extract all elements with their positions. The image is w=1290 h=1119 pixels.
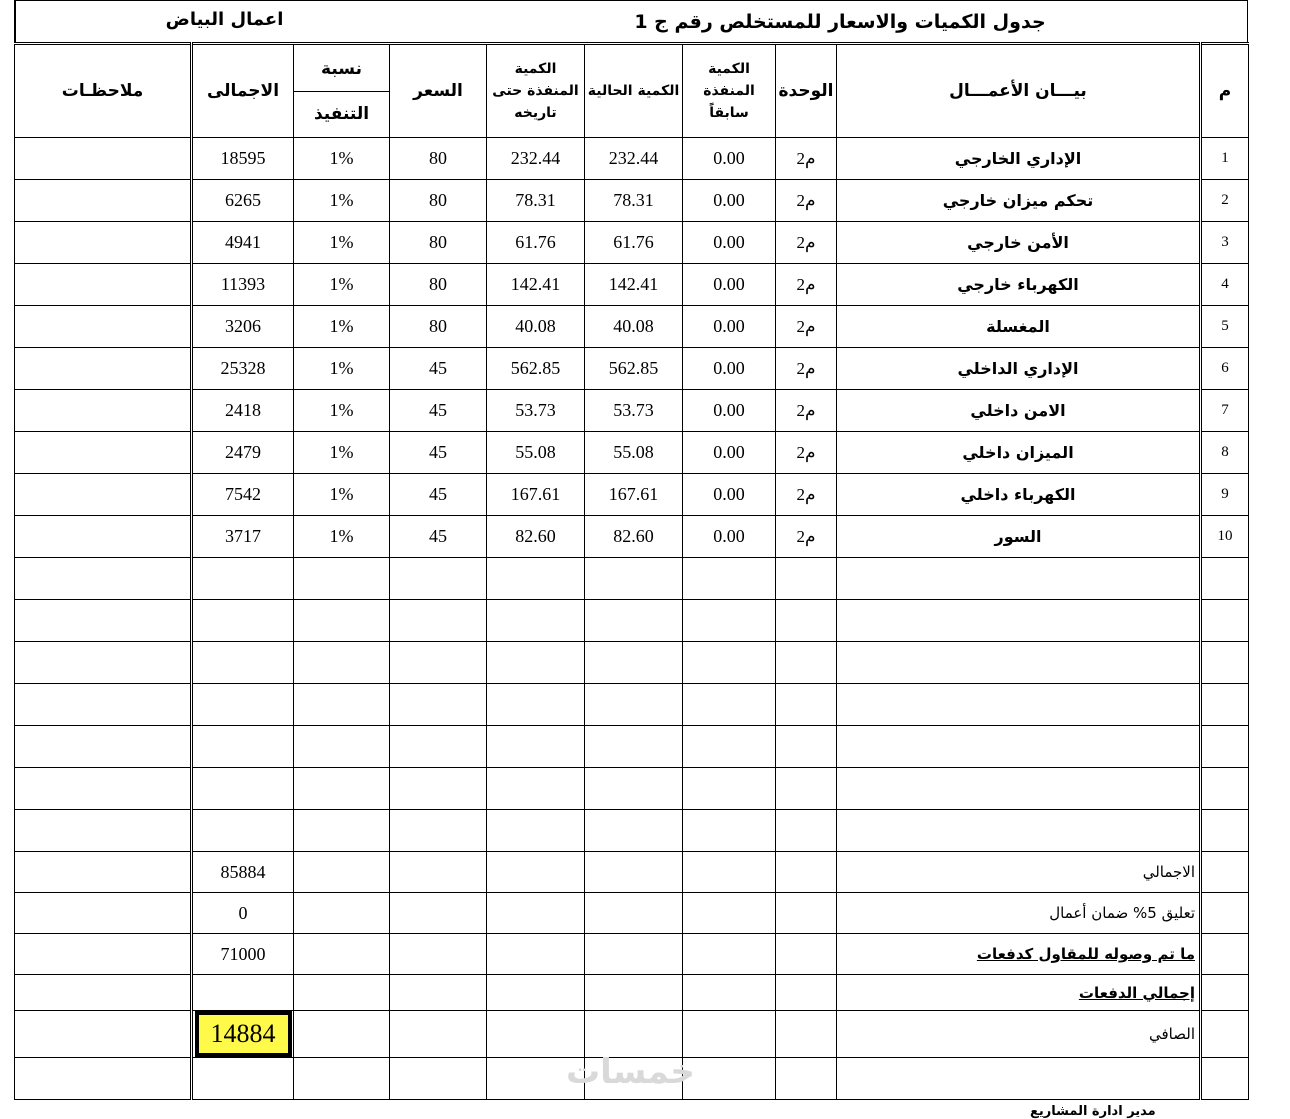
- col-index-header: م: [1201, 44, 1249, 138]
- row-price: 80: [390, 222, 487, 264]
- row-prev-qty: 0.00: [683, 516, 776, 558]
- row-pct: 1%: [294, 138, 390, 180]
- row-current-qty: 167.61: [585, 474, 683, 516]
- data-rows: [15, 138, 1249, 558]
- row-unit: م2: [776, 348, 837, 390]
- row-notes: [15, 516, 192, 558]
- col-unit-header: الوحدة: [776, 44, 837, 138]
- row-total: 3206: [192, 306, 294, 348]
- table-row: [15, 390, 1249, 432]
- table-row: [15, 348, 1249, 390]
- table-row: [15, 432, 1249, 474]
- empty-rows: [15, 558, 1249, 852]
- row-description: الإداري الداخلي: [837, 348, 1201, 390]
- row-todate-qty: 82.60: [487, 516, 585, 558]
- row-unit: م2: [776, 432, 837, 474]
- row-todate-qty: 40.08: [487, 306, 585, 348]
- row-description: الإداري الخارجي: [837, 138, 1201, 180]
- summary-row-retention: [15, 893, 1249, 934]
- row-notes: [15, 348, 192, 390]
- row-todate-qty: 142.41: [487, 264, 585, 306]
- paid-label: ما تم وصوله للمقاول كدفعات: [837, 934, 1201, 975]
- col-pct-header-top: نسبة: [294, 47, 389, 92]
- net-label: الصافي: [837, 1011, 1201, 1058]
- row-total: 7542: [192, 474, 294, 516]
- total-label: الاجمالي: [837, 852, 1201, 893]
- row-unit: م2: [776, 138, 837, 180]
- row-notes: [15, 222, 192, 264]
- col-price-header: السعر: [390, 44, 487, 138]
- total-value: 85884: [192, 852, 294, 893]
- row-prev-qty: 0.00: [683, 138, 776, 180]
- boq-sheet: [14, 0, 1248, 1114]
- retention-label: تعليق 5% ضمان أعمال: [837, 893, 1201, 934]
- row-prev-qty: 0.00: [683, 474, 776, 516]
- paid-value: 71000: [192, 934, 294, 975]
- payments-label: إجمالي الدفعات: [837, 975, 1201, 1011]
- summary-row-total: [15, 852, 1249, 893]
- row-description: تحكم ميزان خارجي: [837, 180, 1201, 222]
- col-notes-header: ملاحظـات: [15, 44, 192, 138]
- row-todate-qty: 53.73: [487, 390, 585, 432]
- row-price: 45: [390, 474, 487, 516]
- row-index: 10: [1201, 516, 1249, 558]
- table-row: [15, 474, 1249, 516]
- row-pct: 1%: [294, 474, 390, 516]
- watermark-logo: خمسات: [566, 1052, 695, 1092]
- row-total: 2479: [192, 432, 294, 474]
- row-current-qty: 61.76: [585, 222, 683, 264]
- row-unit: م2: [776, 264, 837, 306]
- row-current-qty: 82.60: [585, 516, 683, 558]
- row-prev-qty: 0.00: [683, 306, 776, 348]
- row-price: 45: [390, 432, 487, 474]
- sheet-title: جدول الكميات والاسعار للمستخلص رقم ج 1: [634, 11, 1046, 33]
- table-row: [15, 222, 1249, 264]
- row-total: 2418: [192, 390, 294, 432]
- empty-row: [15, 558, 1249, 600]
- row-description: الكهرباء داخلي: [837, 474, 1201, 516]
- row-current-qty: 232.44: [585, 138, 683, 180]
- row-notes: [15, 180, 192, 222]
- row-prev-qty: 0.00: [683, 180, 776, 222]
- table-row: [15, 180, 1249, 222]
- row-unit: م2: [776, 516, 837, 558]
- table-row: [15, 306, 1249, 348]
- row-current-qty: 562.85: [585, 348, 683, 390]
- row-notes: [15, 390, 192, 432]
- col-prev-qty-header: الكمية المنفذة سابقاً: [683, 44, 776, 138]
- row-unit: م2: [776, 390, 837, 432]
- summary-row-paid: [15, 934, 1249, 975]
- row-total: 11393: [192, 264, 294, 306]
- row-current-qty: 78.31: [585, 180, 683, 222]
- row-description: الميزان داخلي: [837, 432, 1201, 474]
- row-todate-qty: 78.31: [487, 180, 585, 222]
- retention-value: 0: [192, 893, 294, 934]
- col-current-qty-header: الكمية الحالية: [585, 44, 683, 138]
- row-todate-qty: 61.76: [487, 222, 585, 264]
- row-description: الامن داخلي: [837, 390, 1201, 432]
- table-row: [15, 516, 1249, 558]
- row-pct: 1%: [294, 390, 390, 432]
- row-prev-qty: 0.00: [683, 264, 776, 306]
- row-notes: [15, 432, 192, 474]
- row-index: 3: [1201, 222, 1249, 264]
- row-current-qty: 53.73: [585, 390, 683, 432]
- row-notes: [15, 138, 192, 180]
- col-pct-header-bottom: التنفيذ: [313, 103, 370, 124]
- row-index: 1: [1201, 138, 1249, 180]
- row-price: 80: [390, 180, 487, 222]
- row-total: 6265: [192, 180, 294, 222]
- row-index: 2: [1201, 180, 1249, 222]
- section-title: اعمال البياض: [15, 1, 433, 42]
- row-current-qty: 55.08: [585, 432, 683, 474]
- row-pct: 1%: [294, 432, 390, 474]
- row-total: 25328: [192, 348, 294, 390]
- row-todate-qty: 167.61: [487, 474, 585, 516]
- empty-row: [15, 684, 1249, 726]
- row-todate-qty: 562.85: [487, 348, 585, 390]
- table-row: [15, 264, 1249, 306]
- row-total: 3717: [192, 516, 294, 558]
- quantities-table: [14, 42, 1249, 1100]
- row-pct: 1%: [294, 180, 390, 222]
- row-total: 18595: [192, 138, 294, 180]
- row-price: 45: [390, 516, 487, 558]
- row-todate-qty: 55.08: [487, 432, 585, 474]
- row-current-qty: 142.41: [585, 264, 683, 306]
- empty-row: [15, 810, 1249, 852]
- row-price: 45: [390, 390, 487, 432]
- row-notes: [15, 264, 192, 306]
- empty-row: [15, 642, 1249, 684]
- empty-row: [15, 600, 1249, 642]
- row-price: 45: [390, 348, 487, 390]
- header-row: [15, 44, 1249, 138]
- row-index: 4: [1201, 264, 1249, 306]
- row-index: 7: [1201, 390, 1249, 432]
- row-pct: 1%: [294, 222, 390, 264]
- empty-row: [15, 768, 1249, 810]
- row-todate-qty: 232.44: [487, 138, 585, 180]
- row-index: 9: [1201, 474, 1249, 516]
- row-notes: [15, 474, 192, 516]
- summary-row-net: [15, 1011, 1249, 1058]
- row-pct: 1%: [294, 264, 390, 306]
- row-index: 8: [1201, 432, 1249, 474]
- row-total: 4941: [192, 222, 294, 264]
- row-pct: 1%: [294, 516, 390, 558]
- row-pct: 1%: [294, 306, 390, 348]
- row-description: المغسلة: [837, 306, 1201, 348]
- row-description: السور: [837, 516, 1201, 558]
- net-value: 14884: [195, 1011, 292, 1057]
- title-band: [14, 0, 1248, 42]
- col-total-header: الاجمالى: [192, 44, 294, 138]
- row-unit: م2: [776, 222, 837, 264]
- row-unit: م2: [776, 180, 837, 222]
- row-description: الأمن خارجي: [837, 222, 1201, 264]
- row-current-qty: 40.08: [585, 306, 683, 348]
- row-notes: [15, 306, 192, 348]
- empty-row: [15, 726, 1249, 768]
- row-prev-qty: 0.00: [683, 390, 776, 432]
- row-index: 5: [1201, 306, 1249, 348]
- row-price: 80: [390, 306, 487, 348]
- row-unit: م2: [776, 474, 837, 516]
- row-pct: 1%: [294, 348, 390, 390]
- summary-row-payments: [15, 975, 1249, 1011]
- row-price: 80: [390, 264, 487, 306]
- row-prev-qty: 0.00: [683, 348, 776, 390]
- row-prev-qty: 0.00: [683, 432, 776, 474]
- col-pct-header: [294, 44, 390, 138]
- footer-note: مدير ادارة المشاريع: [1030, 1104, 1156, 1119]
- row-price: 80: [390, 138, 487, 180]
- row-unit: م2: [776, 306, 837, 348]
- col-description-header: بيـــان الأعمـــال: [837, 44, 1201, 138]
- row-prev-qty: 0.00: [683, 222, 776, 264]
- table-row: [15, 138, 1249, 180]
- row-description: الكهرباء خارجي: [837, 264, 1201, 306]
- row-index: 6: [1201, 348, 1249, 390]
- col-total-qty-header: الكمية المنفذة حتى تاريخه: [487, 44, 585, 138]
